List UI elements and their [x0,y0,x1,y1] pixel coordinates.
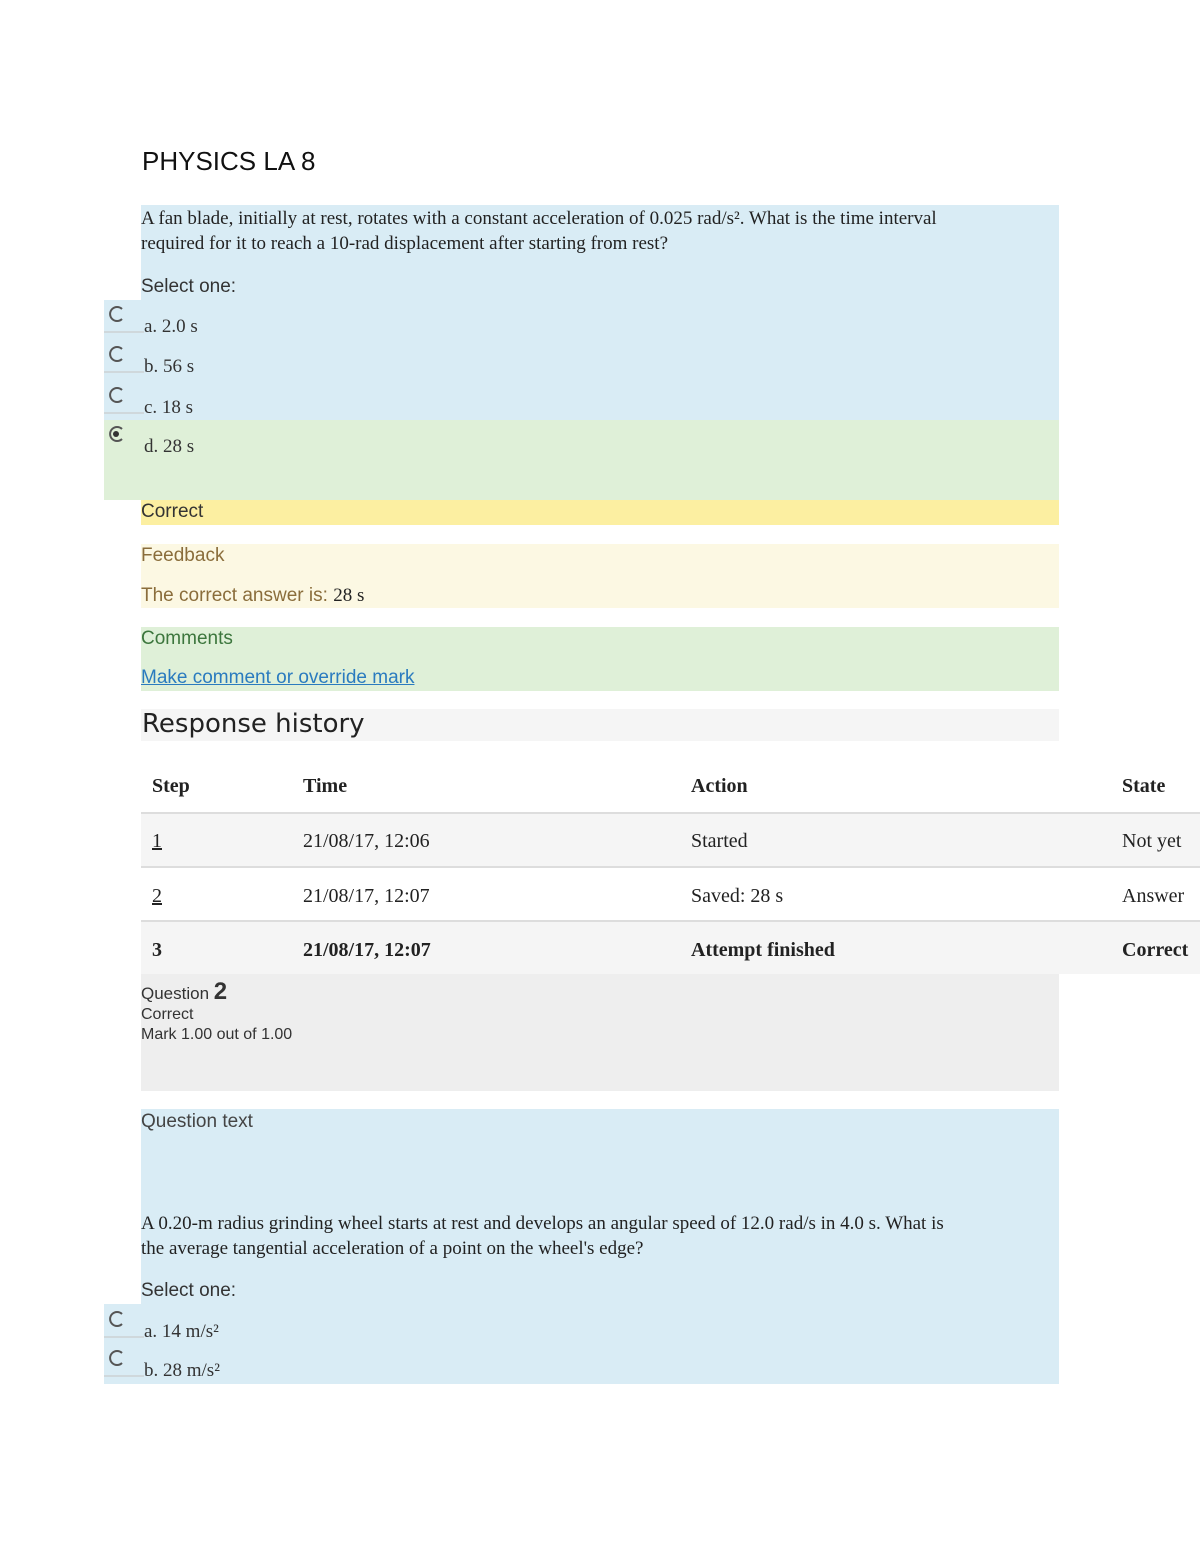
history-row-1-time: 21/08/17, 12:06 [303,830,430,852]
question2-text-line2: the average tangential acceleration of a point on the wheel's edge? [141,1238,644,1259]
question1-outcome: Correct [141,501,204,522]
history-row-2-state: Answer [1122,885,1185,907]
question1-text-line1: A fan blade, initially at rest, rotates with a constant acceleration of 0.025 rad/s². What is the time interval [141,208,937,229]
question1-selected-option-panel [104,420,1059,500]
make-comment-link[interactable]: Make comment or override mark [141,667,415,688]
q1-option-b-radio[interactable] [106,343,128,369]
history-header-action: Action [691,775,748,797]
q2-option-b-radio[interactable] [106,1347,128,1373]
question2-label: Question [141,984,210,1003]
q1-option-c-label[interactable]: c. 18 s [144,397,194,418]
response-history-title: Response history [142,709,365,739]
feedback-answer: 28 s [333,585,365,606]
q1-option-c-radio[interactable] [106,384,128,410]
feedback-prefix: The correct answer is: [141,585,328,606]
history-header-state: State [1122,775,1166,797]
q1-option-a-radio[interactable] [106,303,128,329]
radio-unchecked-icon [106,303,128,325]
feedback-text [141,585,364,607]
q2-option-b-underline [104,1375,144,1377]
history-row-2-step[interactable]: 2 [152,885,162,907]
radio-unchecked-icon [106,1347,128,1369]
history-row-3-action: Attempt finished [691,939,835,961]
q1-option-d-radio[interactable] [106,423,128,449]
q1-option-d-label[interactable]: d. 28 s [144,436,195,457]
history-row-1-state: Not yet [1122,830,1182,852]
comments-heading: Comments [141,628,233,649]
history-row-1-bg [141,814,1200,866]
question2-text [141,1211,1059,1261]
radio-unchecked-icon [106,384,128,406]
q2-option-a-underline [104,1336,144,1338]
radio-unchecked-icon [106,1308,128,1330]
history-row-2-time: 21/08/17, 12:07 [303,885,430,907]
question2-select-label: Select one: [141,1280,237,1301]
history-row-3-step: 3 [152,939,162,961]
question2-heading [141,978,227,1006]
q1-option-c-underline [104,412,144,414]
history-row-3-state: Correct [1122,939,1189,961]
question1-outcome-bar [141,500,1059,525]
question1-text [141,206,1059,256]
question1-select-label: Select one: [141,276,237,297]
history-header-time: Time [303,775,348,797]
history-row-1-step[interactable]: 1 [152,830,162,852]
q2-option-b-label[interactable]: b. 28 m/s² [144,1360,220,1381]
history-row-1-action: Started [691,830,748,852]
feedback-heading: Feedback [141,545,225,566]
radio-unchecked-icon [106,343,128,365]
q2-option-a-label[interactable]: a. 14 m/s² [144,1321,219,1342]
question2-mark: Mark 1.00 out of 1.00 [141,1026,293,1043]
history-row-3-bg [141,922,1200,974]
document-title: PHYSICS LA 8 [142,146,316,176]
history-row-1-divider [141,866,1200,868]
q1-option-a-underline [104,331,144,333]
history-row-3-time: 21/08/17, 12:07 [303,939,431,961]
q1-option-b-underline [104,371,144,373]
q1-option-b-label[interactable]: b. 56 s [144,356,195,377]
q2-option-a-radio[interactable] [106,1308,128,1334]
history-header-step: Step [152,775,190,797]
question1-text-line2: required for it to reach a 10-rad displacement after starting from rest? [141,233,669,254]
question2-text-heading: Question text [141,1111,253,1132]
question2-status: Correct [141,1006,194,1023]
question2-text-line1: A 0.20-m radius grinding wheel starts at rest and develops an angular speed of 12.0 rad/s in 4.0 s. What is [141,1213,944,1234]
question2-number: 2 [213,978,228,1005]
radio-checked-icon [106,423,128,445]
q1-option-a-label[interactable]: a. 2.0 s [144,316,198,337]
history-row-2-action: Saved: 28 s [691,885,784,907]
